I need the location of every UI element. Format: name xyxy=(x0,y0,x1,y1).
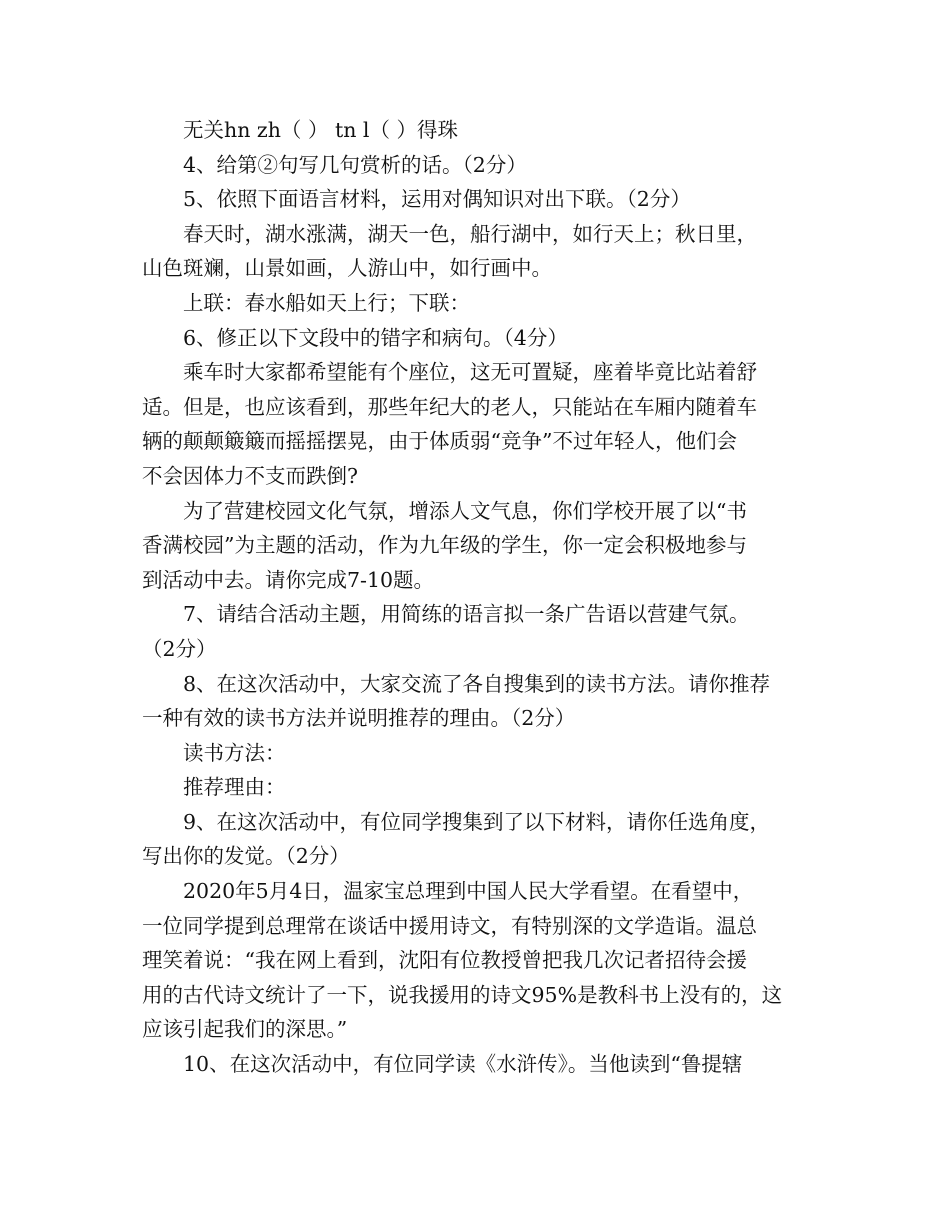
text-line: 到活动中去。请你完成7-10题。 xyxy=(142,567,435,592)
text-line: 乘车时大家都希望能有个座位，这无可置疑，座着毕竟比站着舒 xyxy=(183,360,757,385)
text-line: 9、在这次活动中，有位同学搜集到了以下材料，请你任选角度， xyxy=(183,809,771,834)
text-line: 辆的颠颠簸簸而摇摇摆晃，由于体质弱“竞争”不过年轻人，他们会 xyxy=(142,429,737,454)
document-page xyxy=(142,113,812,1082)
text-line: 读书方法： xyxy=(183,740,286,765)
text-line: 推荐理由： xyxy=(183,775,286,800)
text-line: 8、在这次活动中，大家交流了各自搜集到的读书方法。请你推荐 xyxy=(183,671,771,696)
text-line: 4、给第②句写几句赏析的话。（2分） xyxy=(183,152,527,177)
text-line: 上联：春水船如天上行；下联： xyxy=(183,290,470,315)
text-line: 适。但是，也应该看到，那些年纪大的老人，只能站在车厢内随着车 xyxy=(142,394,757,419)
text-line: 10、在这次活动中，有位同学读《水浒传》。当他读到“鲁提辖 xyxy=(183,1052,743,1077)
text-line: 一种有效的读书方法并说明推荐的理由。（2分） xyxy=(142,706,576,731)
text-line: 理笑着说：“我在网上看到，沈阳有位教授曾把我几次记者招待会援 xyxy=(142,948,747,973)
text-line: 2020年5月4日，温家宝总理到中国人民大学看望。在看望中， xyxy=(183,879,754,904)
text-line: 为了营建校园文化气氛，增添人文气息，你们学校开展了以“书 xyxy=(183,498,747,523)
text-line: 春天时，湖水涨满，湖天一色，船行湖中，如行天上；秋日里， xyxy=(183,221,757,246)
text-line: 5、依照下面语言材料，运用对偶知识对出下联。（2分） xyxy=(183,187,691,212)
text-line: 一位同学提到总理常在谈话中援用诗文，有特别深的文学造诣。温总 xyxy=(142,913,757,938)
text-line: 写出你的发觉。（2分） xyxy=(142,844,350,869)
text-line: 不会因体力不支而跌倒? xyxy=(142,463,358,488)
text-line: 香满校园”为主题的活动，作为九年级的学生，你一定会积极地参与 xyxy=(142,533,747,558)
text-line: 用的古代诗文统计了一下，说我援用的诗文95%是教科书上没有的，这 xyxy=(142,982,783,1007)
text-line: 应该引起我们的深思。” xyxy=(142,1017,348,1042)
text-line: 7、请结合活动主题，用简练的语言拟一条广告语以营建气氛。 xyxy=(183,602,750,627)
text-line: （2分） xyxy=(142,636,217,661)
text-line: 无关hn zh（ ） tn l（ ）得珠 xyxy=(183,118,458,142)
text-line: 山色斑斓，山景如画，人游山中，如行画中。 xyxy=(142,256,552,281)
text-line: 6、修正以下文段中的错字和病句。（4分） xyxy=(183,325,568,350)
